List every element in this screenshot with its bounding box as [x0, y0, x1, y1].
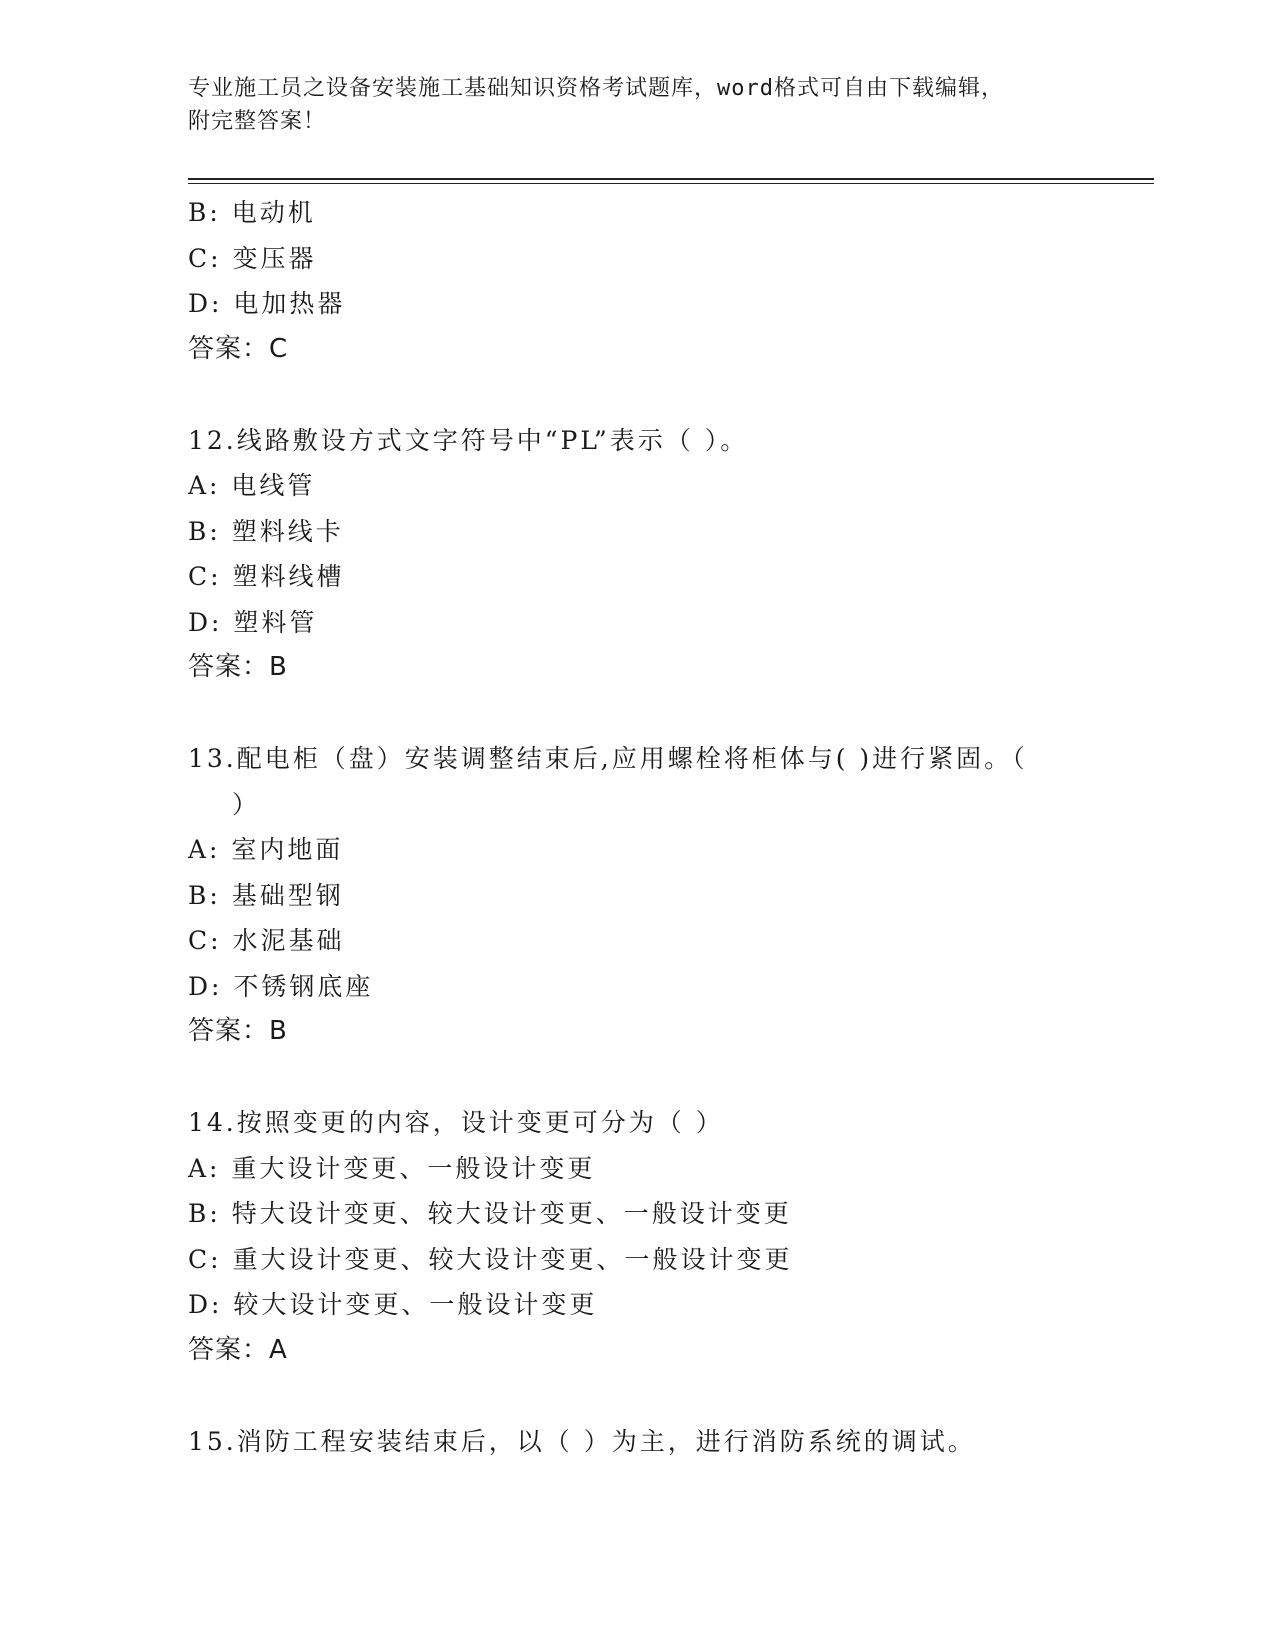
q12-option-b: B: 塑料线卡	[188, 516, 344, 546]
header-line-2: 附完整答案！	[188, 109, 327, 134]
header-divider-bottom	[188, 183, 1154, 184]
q12-option-d: D: 塑料管	[188, 607, 318, 637]
q14-option-b: B: 特大设计变更、较大设计变更、一般设计变更	[188, 1199, 792, 1228]
q13-question-continued: ）	[232, 789, 261, 819]
header-divider-top	[188, 178, 1154, 180]
q14-option-c: C: 重大设计变更、较大设计变更、一般设计变更	[188, 1244, 793, 1274]
q11-option-c: C: 变压器	[188, 243, 317, 273]
q12-answer: 答案：B	[188, 652, 288, 682]
page-header	[188, 72, 1088, 138]
q14-answer: 答案：A	[188, 1334, 288, 1365]
q13-option-c: C: 水泥基础	[188, 926, 345, 955]
q13-option-a: A: 室内地面	[188, 835, 344, 864]
header-line-1: 专业施工员之设备安装施工基础知识资格考试题库，word格式可自由下载编辑，	[188, 76, 1004, 101]
q11-answer: 答案：C	[188, 333, 289, 364]
q13-option-b: B: 基础型钢	[188, 880, 344, 910]
question-list	[188, 190, 1088, 1464]
q13-question: 13.配电柜（盘）安装调整结束后,应用螺栓将柜体与( )进行紧固。（	[188, 744, 1028, 773]
q12-question: 12.线路敷设方式文字符号中“PL”表示（ ）。	[188, 425, 749, 455]
q15-question: 15.消防工程安装结束后，以（ ）为主，进行消防系统的调试。	[188, 1426, 976, 1456]
q14-question: 14.按照变更的内容，设计变更可分为（ ）	[188, 1108, 724, 1137]
q14-option-a: A: 重大设计变更、一般设计变更	[188, 1153, 596, 1183]
q13-option-d: D: 不锈钢底座	[188, 971, 374, 1001]
q14-option-d: D: 较大设计变更、一般设计变更	[188, 1290, 598, 1319]
q12-option-a: A: 电线管	[188, 471, 316, 500]
q13-answer: 答案：B	[188, 1016, 288, 1046]
q11-option-d: D: 电加热器	[188, 289, 346, 318]
q12-option-c: C: 塑料线槽	[188, 562, 345, 591]
q11-option-b: B: 电动机	[188, 198, 316, 227]
